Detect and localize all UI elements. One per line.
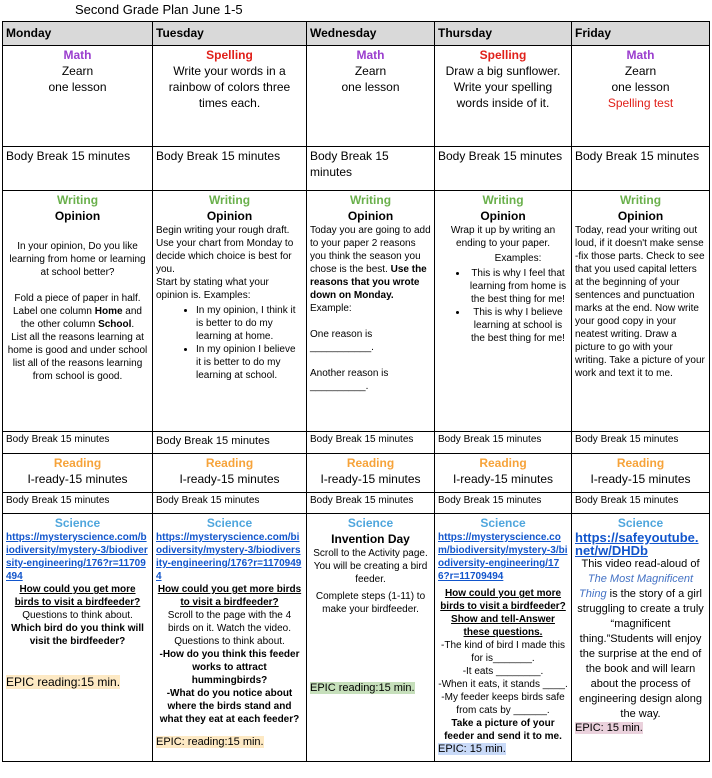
cell-thu-spelling: [435, 46, 572, 147]
body-break: Body Break 15 minutes: [435, 493, 572, 514]
epic-reading: EPIC: 15 min.: [575, 722, 643, 734]
epic-reading: EPIC reading:15 min.: [6, 675, 121, 689]
cell-text: I-ready-15 minutes: [320, 472, 421, 486]
header-monday: Monday: [3, 22, 153, 46]
epic-reading: EPIC: reading:15 min.: [156, 736, 264, 748]
list-item: Examples:: [494, 253, 542, 264]
body-break: Body Break 15 minutes: [3, 493, 153, 514]
row-body-break-1: [3, 147, 710, 191]
row-body-break-3: [3, 493, 710, 514]
header-friday: Friday: [572, 22, 710, 46]
cell-text: I-ready-15 minutes: [179, 472, 280, 486]
subject-label: Reading: [616, 456, 665, 470]
subject-label: Math: [626, 48, 655, 62]
cell-text: one lesson: [341, 80, 400, 94]
header-tuesday: Tuesday: [153, 22, 307, 46]
list-item: • This is why I believe learning at school is the best thing for me!: [468, 306, 568, 345]
cell-wed-science: [307, 514, 435, 762]
subject-label: Writing: [349, 193, 392, 207]
subject-label: Science: [480, 516, 526, 530]
epic-reading: EPIC reading:15 min.: [310, 682, 415, 694]
cell-text: Take a picture of your feeder and send it to me.: [444, 718, 562, 742]
cell-wed-math: [307, 46, 435, 147]
body-break: Body Break 15 minutes: [153, 147, 307, 191]
cell-text: Write your words in a rainbow of colors three times each.: [168, 64, 291, 110]
topic-label: Opinion: [206, 209, 253, 223]
invention-day-label: Invention Day: [331, 532, 410, 546]
subject-label: Writing: [619, 193, 662, 207]
subject-label: Reading: [479, 456, 527, 470]
subject-label: Reading: [53, 456, 102, 470]
cell-tue-reading: [153, 454, 307, 493]
cell-fri-reading: [572, 454, 710, 493]
cell-text: Another reason is __________.: [310, 368, 389, 392]
cell-text: Show and tell-Answer these questions.: [451, 614, 555, 638]
cell-text: I-ready-15 minutes: [27, 472, 128, 486]
cell-text: Start by stating what your opinion is. Examples:: [156, 277, 269, 301]
cell-text: I-ready-15 minutes: [590, 472, 691, 486]
cell-text: one lesson: [611, 80, 670, 94]
subject-label: Reading: [346, 456, 395, 470]
topic-label: Opinion: [480, 209, 526, 223]
cell-text: How could you get more birds to visit a birdfeeder?: [14, 584, 141, 608]
cell-text: Today, read your writing out loud, if it doesn't make sense -fix those parts. Check to see that you used capital letters at the beginning of your sentences and punctuation marks at the end. Now write your good copy in your neatest writing. Draw a picture to go with your writing. Take a picture of your work and text it to me.: [575, 225, 705, 379]
body-break: Body Break 15 minutes: [307, 147, 435, 191]
cell-text: Zearn: [624, 64, 657, 78]
body-break: Body Break 15 minutes: [307, 493, 435, 514]
page-title: Second Grade Plan June 1-5: [75, 2, 243, 17]
example-list: [438, 267, 568, 345]
cell-tue-writing: [153, 191, 307, 432]
example-list: [156, 304, 303, 382]
subject-label: Writing: [482, 193, 524, 207]
list-item: • In my opinion I believe it is better to do my learning at school.: [196, 343, 303, 382]
topic-label: Opinion: [54, 209, 101, 223]
plan-table: [2, 21, 710, 762]
cell-text: One reason is ___________.: [310, 329, 374, 353]
subject-label: Science: [347, 516, 394, 530]
list-item: • This is why I feel that learning from home is the best thing for me!: [468, 267, 568, 306]
row-science: [3, 514, 710, 762]
cell-text: Which bird do you think will visit the birdfeeder?: [11, 623, 144, 647]
spelling-test-label: Spelling test: [607, 96, 674, 110]
topic-label: Opinion: [617, 209, 664, 223]
cell-fri-math: [572, 46, 710, 147]
cell-mon-math: [3, 46, 153, 147]
science-link[interactable]: https://mysteryscience.com/biodiversity/mystery-3/biodiversity-engineering/176?r=11709494: [156, 532, 302, 582]
subject-label: Writing: [208, 193, 251, 207]
cell-text: Fold a piece of paper in half. Label one column Home and the other column School.: [13, 293, 142, 330]
body-break: Body Break 15 minutes: [153, 493, 307, 514]
body-break: Body Break 15 minutes: [307, 432, 435, 454]
cell-tue-spelling: [153, 46, 307, 147]
cell-fri-science: [572, 514, 710, 762]
cell-text: Questions to think about.: [174, 636, 285, 647]
body-break: Body Break 15 minutes: [435, 432, 572, 454]
list-item: • In my opinion, I think it is better to do my learning at home.: [196, 304, 303, 343]
row-body-break-2: [3, 432, 710, 454]
body-break: Body Break 15 minutes: [572, 432, 710, 454]
example-list: [438, 252, 568, 265]
subject-label: Writing: [56, 193, 99, 207]
cell-text: Scroll to the page with the 4 birds on it. Watch the video.: [167, 610, 292, 634]
cell-text: I-ready-15 minutes: [452, 472, 554, 486]
cell-text: -It eats ________.: [462, 666, 544, 677]
cell-text: -How do you think this feeder works to attract hummingbirds?: [159, 649, 300, 686]
subject-label: Reading: [205, 456, 254, 470]
cell-text: Questions to think about.: [22, 610, 133, 621]
subject-label: Math: [356, 48, 385, 62]
cell-text: Complete steps (1-11) to make your birdfeeder.: [315, 591, 426, 615]
cell-thu-writing: [435, 191, 572, 432]
cell-mon-science: [3, 514, 153, 762]
subject-label: Spelling: [479, 48, 527, 62]
body-break: Body Break 15 minutes: [153, 432, 307, 454]
cell-wed-reading: [307, 454, 435, 493]
cell-text: In your opinion, Do you like learning from home or learning at school better?: [9, 241, 146, 278]
cell-text: How could you get more birds to visit a birdfeeder?: [157, 584, 302, 608]
body-break: Body Break 15 minutes: [572, 493, 710, 514]
cell-text: Example:: [310, 303, 352, 314]
cell-text: Begin writing your rough draft. Use your chart from Monday to decide which choice is best for you.: [156, 225, 294, 275]
header-row: [3, 22, 710, 46]
cell-fri-writing: [572, 191, 710, 432]
row-math-spelling: [3, 46, 710, 147]
row-reading: [3, 454, 710, 493]
topic-label: Opinion: [347, 209, 394, 223]
cell-text: Zearn: [61, 64, 94, 78]
cell-text: Today you are going to add to your paper 2 reasons you think the season you chose is the best. Use the reasons that you wrote down on Monday.: [310, 225, 431, 301]
cell-tue-science: [153, 514, 307, 762]
cell-text: Zearn: [354, 64, 387, 78]
cell-text: Wrap it up by writing an ending to your paper.: [450, 225, 556, 249]
cell-text: -My feeder keeps birds safe from cats by ______.: [441, 692, 565, 716]
body-break: Body Break 15 minutes: [435, 147, 572, 191]
cell-text: Draw a big sunflower. Write your spelling words inside of it.: [445, 64, 561, 110]
subject-label: Science: [617, 516, 664, 530]
cell-mon-reading: [3, 454, 153, 493]
cell-text: -What do you notice about where the birds stand and what they eat at each feeder?: [159, 688, 300, 725]
cell-mon-writing: [3, 191, 153, 432]
cell-text: List all the reasons learning at home is good and under school list all of the reasons learning from school is good.: [7, 332, 148, 382]
header-thursday: Thursday: [435, 22, 572, 46]
cell-text: -When it eats, it stands ____.: [438, 679, 568, 690]
subject-label: Math: [63, 48, 92, 62]
cell-text: -The kind of bird I made this for is_______.: [441, 640, 565, 664]
cell-text: How could you get more birds to visit a birdfeeder?: [440, 588, 566, 612]
science-link[interactable]: https://mysteryscience.com/biodiversity/mystery-3/biodiversity-engineering/176?r=11709494: [438, 532, 568, 582]
cell-text: Scroll to the Activity page. You will be creating a bird feeder.: [313, 548, 428, 585]
subject-label: Science: [206, 516, 253, 530]
cell-text: This video read-aloud of The Most Magnificent Thing is the story of a girl struggling to create a truly “magnificent thing.”Students will enjoy the surprise at the end of the book and will learn about the process of engineering design along the way.: [577, 558, 704, 720]
row-writing: [3, 191, 710, 432]
cell-text: one lesson: [48, 80, 107, 94]
body-break: Body Break 15 minutes: [572, 147, 710, 191]
subject-label: Science: [54, 516, 101, 530]
cell-thu-reading: [435, 454, 572, 493]
body-break: Body Break 15 minutes: [3, 432, 153, 454]
science-link[interactable]: https://safeyoutube.net/w/DHDb: [575, 530, 699, 558]
science-link[interactable]: https://mysteryscience.com/biodiversity/mystery-3/biodiversity-engineering/176?r=11709494: [6, 532, 148, 582]
cell-wed-writing: [307, 191, 435, 432]
epic-reading: EPIC: 15 min.: [438, 743, 506, 755]
subject-label: Spelling: [206, 48, 253, 62]
body-break: Body Break 15 minutes: [3, 147, 153, 191]
header-wednesday: Wednesday: [307, 22, 435, 46]
cell-thu-science: [435, 514, 572, 762]
